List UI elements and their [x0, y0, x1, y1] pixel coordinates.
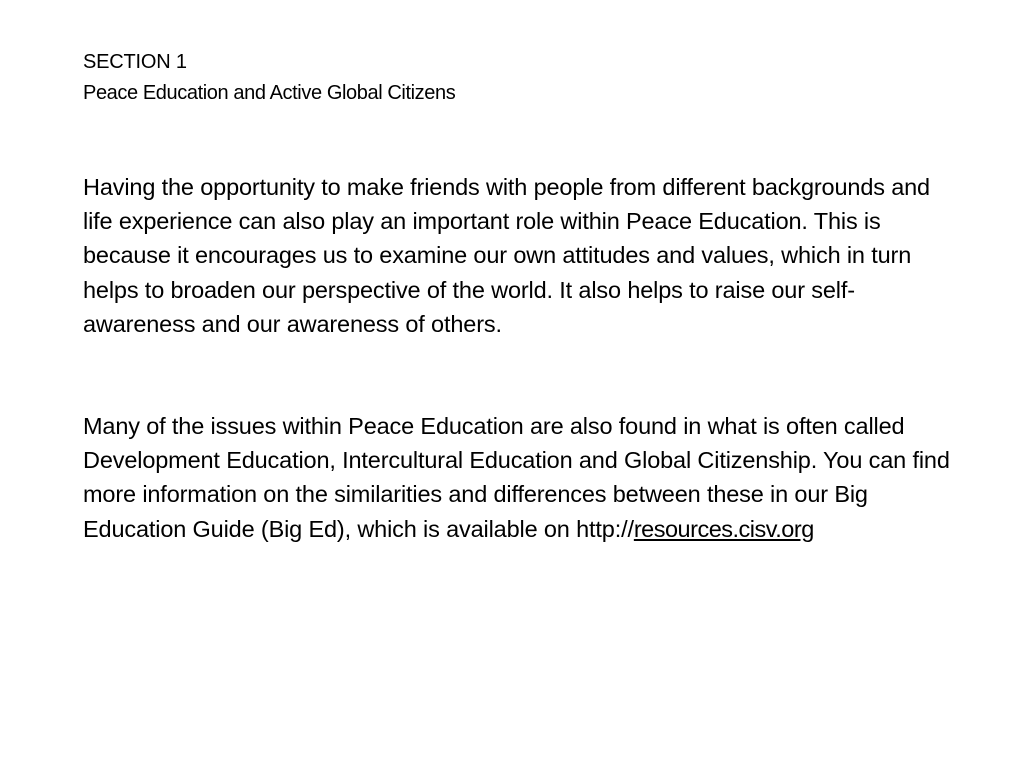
- section-label: SECTION 1: [83, 51, 187, 73]
- paragraph-related-education: [83, 409, 963, 546]
- paragraph-friendship-text: Having the opportunity to make friends with people from different backgrounds and life experience can also play an important role within Peace Education. This is because it encourages us to examine our own attitudes and values, which in turn helps to broaden our perspective of the world. It also helps to raise our self-awareness and our awareness of others.: [83, 174, 930, 337]
- section-title: Peace Education and Active Global Citizens: [83, 82, 456, 104]
- paragraph-related-education-text: Many of the issues within Peace Education are also found in what is often called Development Education, Intercultural Education and Global Citizenship. You can find more information on the similarities and differences between these in our Big Education Guide (Big Ed), which is available on http://: [83, 413, 950, 542]
- resources-link[interactable]: resources.cisv.org: [633, 515, 814, 542]
- paragraph-friendship: [83, 170, 963, 341]
